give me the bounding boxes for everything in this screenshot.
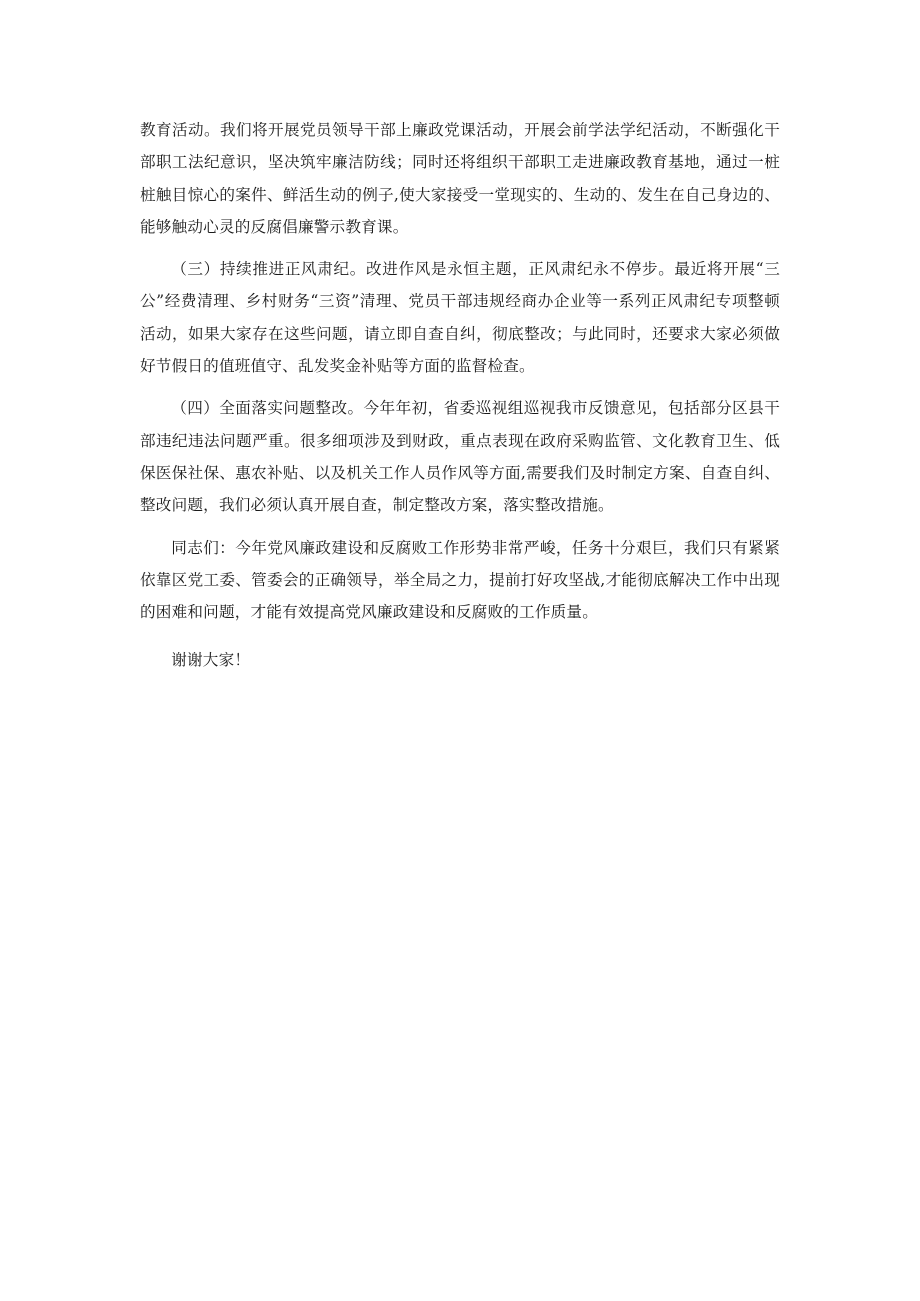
paragraph-education-activities: 教育活动。我们将开展党员领导干部上廉政党课活动，开展会前学法学纪活动，不断强化干部职工法纪意识，坚决筑牢廉洁防线；同时还将组织干部职工走进廉政教育基地，通过一桩桩触目惊心的案件、鲜活生动的例子,使大家接受一堂现实的、生动的、发生在自己身边的、能够触动心灵的反腐倡廉警示教育课。 <box>140 121 780 236</box>
document-body <box>140 114 780 687</box>
paragraph-problem-rectification: （四）全面落实问题整改。今年年初，省委巡视组巡视我市反馈意见，包括部分区县干部违纪违法问题严重。很多细项涉及到财政，重点表现在政府采购监管、文化教育卫生、低保医保社保、惠农补贴、以及机关工作人员作风等方面,需要我们及时制定方案、自查自纠、整改问题，我们必须认真开展自查，制定整改方案，落实整改措施。 <box>140 399 780 515</box>
paragraph-comrades-summary: 同志们：今年党风廉政建设和反腐败工作形势非常严峻，任务十分艰巨，我们只有紧紧依靠区党工委、管委会的正确领导，举全局之力，提前打好攻坚战,才能彻底解决工作中出现的困难和问题，才能有效提高党风廉政建设和反腐败的工作质量。 <box>140 538 780 622</box>
paragraph-thanks: 谢谢大家！ <box>171 651 251 670</box>
paragraph-rectify-conduct: （三）持续推进正风肃纪。改进作风是永恒主题，正风肃纪永不停步。最近将开展“三公”经费清理、乡村财务“三资”清理、党员干部违规经商办企业等一系列正风肃纪专项整顿活动，如果大家存在这些问题，请立即自查自纠，彻底整改；与此同时，还要求大家必须做好节假日的值班值守、乱发奖金补贴等方面的监督检查。 <box>140 260 780 376</box>
